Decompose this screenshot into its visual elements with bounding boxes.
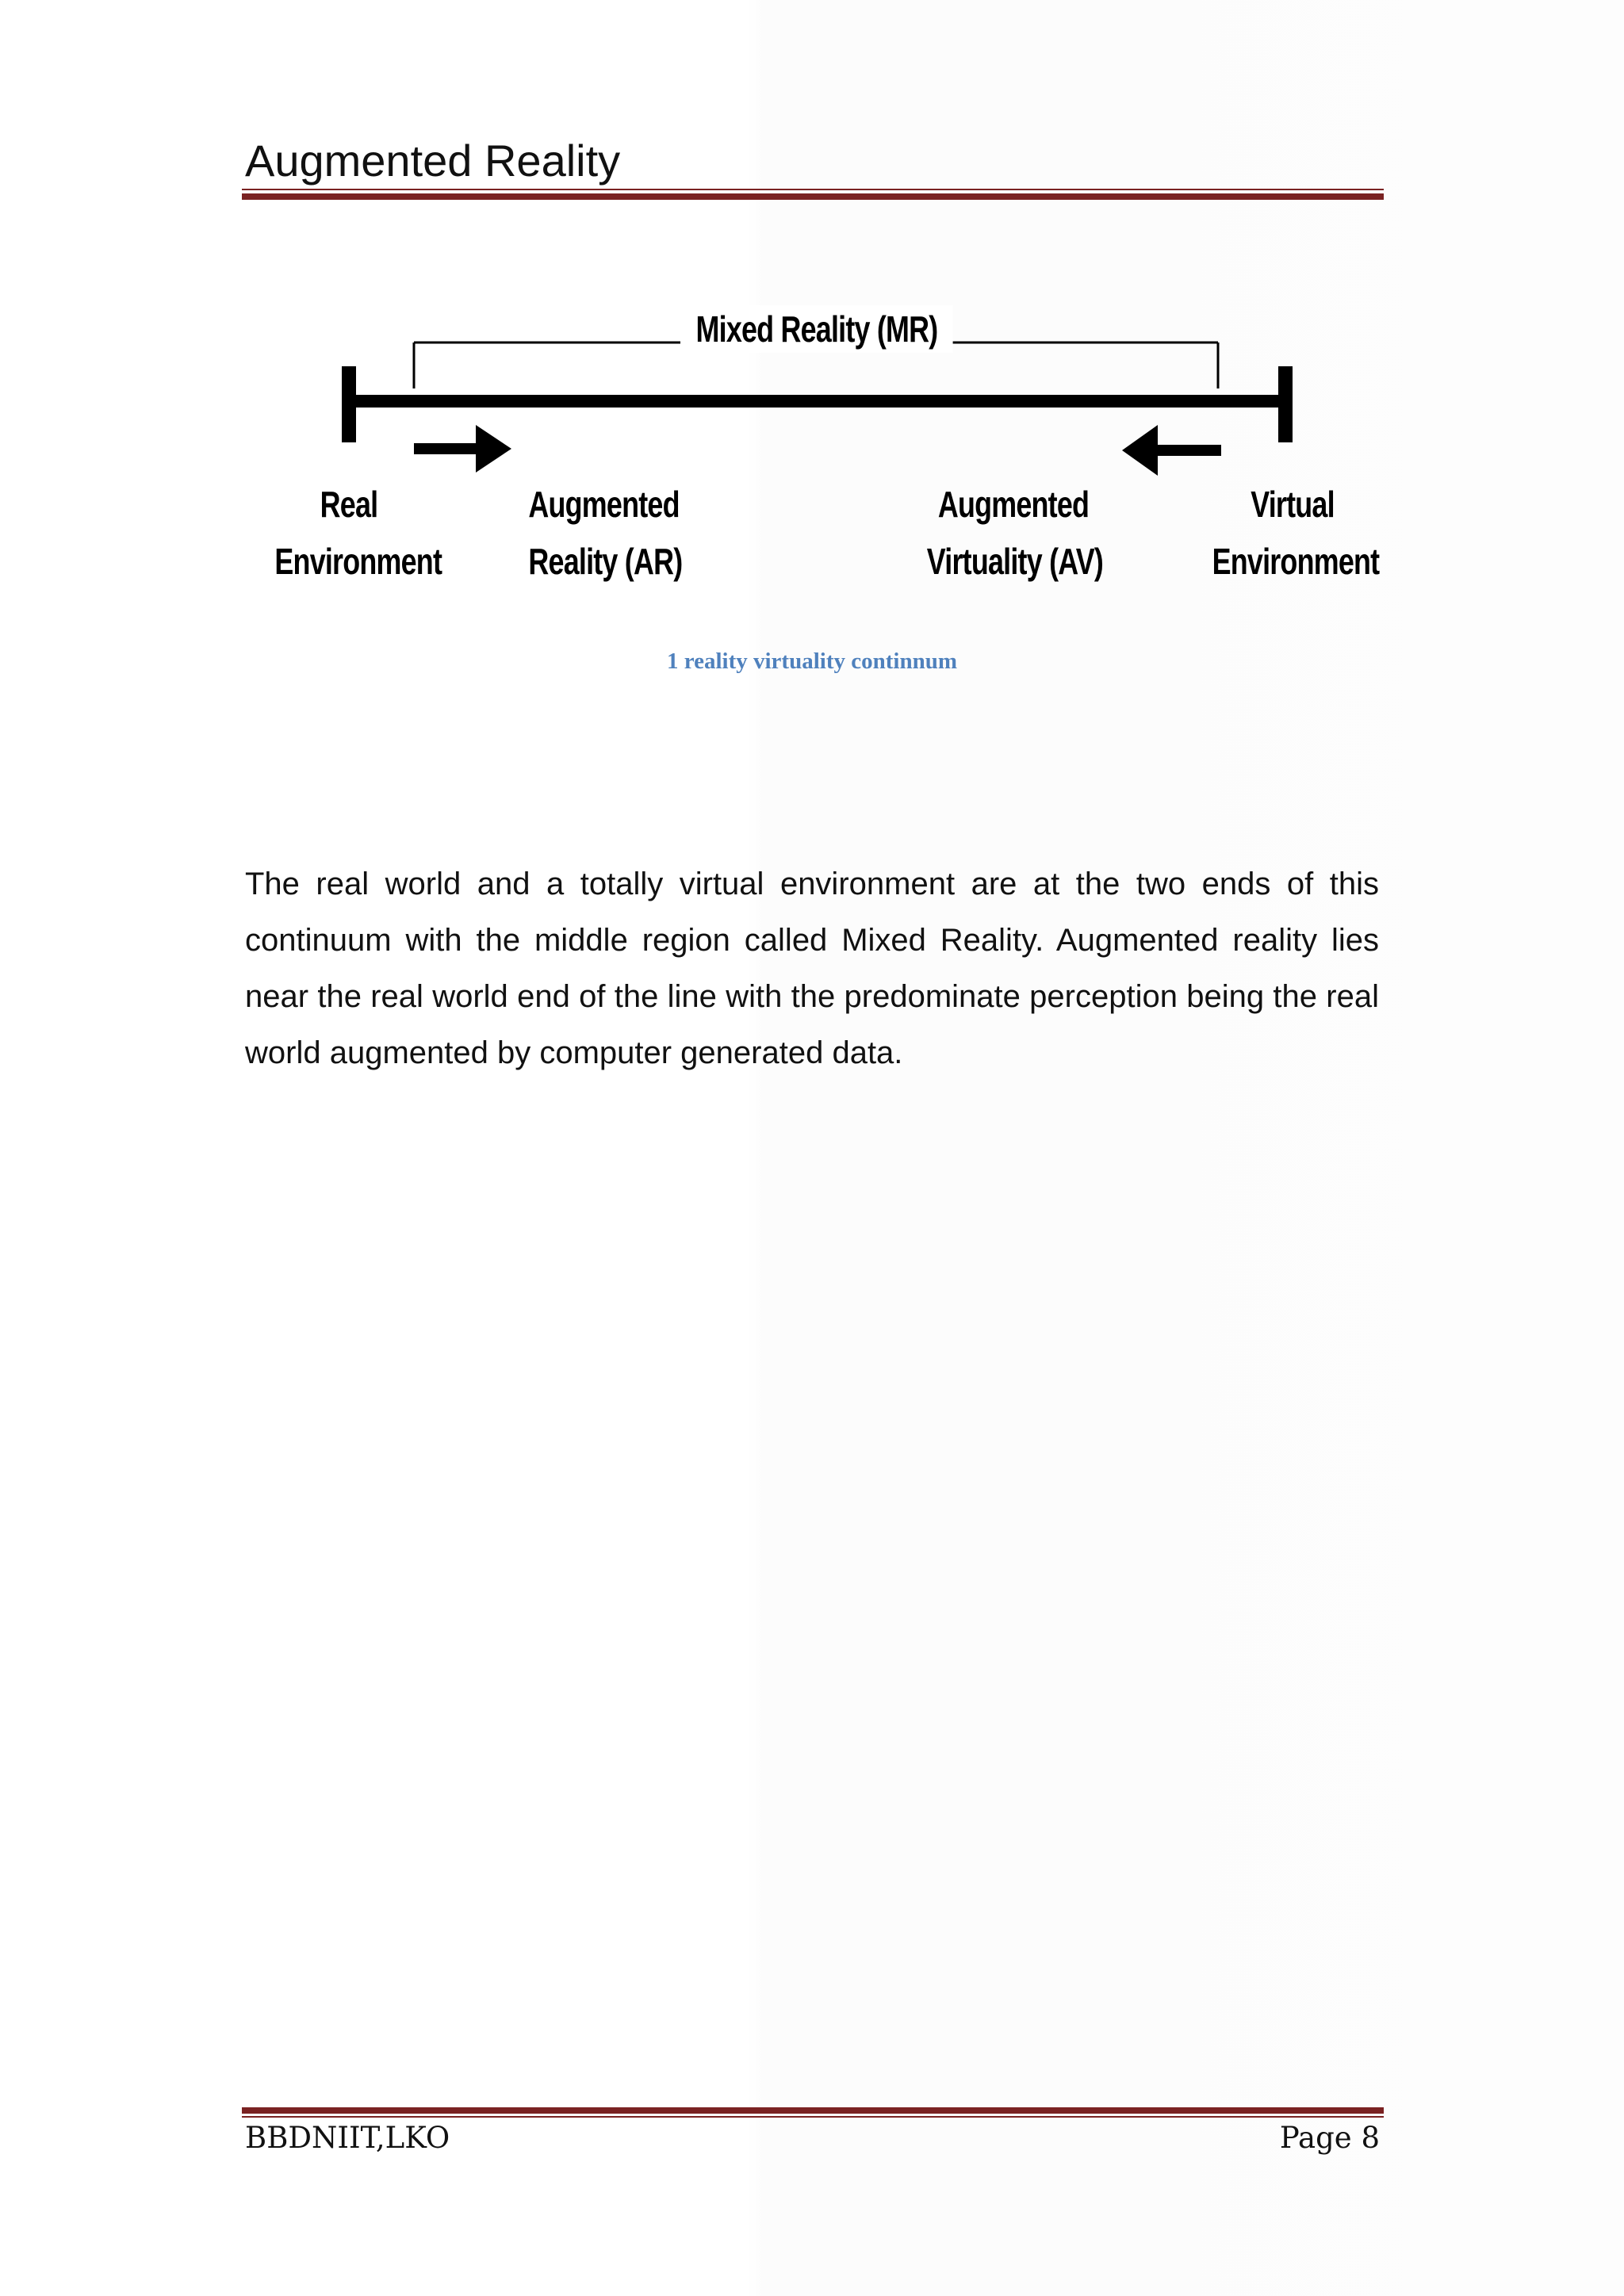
label-augmented-reality <box>528 476 683 590</box>
body-paragraph: The real world and a totally virtual environment are at the two ends of this continuum with the middle region called Mixed Reality. Augmented reality lies near the real world end of the line with the predominate perception being the real world augmented by computer generated data. <box>245 867 1379 1070</box>
axis-left-endcap <box>342 366 356 442</box>
reality-virtuality-continuum-diagram <box>238 285 1396 603</box>
footer-page-number: Page 8 <box>1279 2121 1380 2155</box>
figure-caption: 1 reality virtuality continnum <box>667 649 957 674</box>
label-virtual-environment <box>1212 476 1380 590</box>
arrow-left-head <box>1122 425 1158 476</box>
arrow-left-shaft <box>1150 445 1221 456</box>
page-header-title: Augmented Reality <box>245 136 621 186</box>
label-augmented-reality-line1: Augmented <box>528 484 680 525</box>
footer-rule-thick <box>242 2107 1384 2114</box>
arrow-right-shaft <box>414 443 485 454</box>
label-real-environment-line2: Environment <box>274 541 442 582</box>
footer-rule-thin <box>242 2116 1384 2118</box>
label-augmented-virtuality <box>926 476 1104 590</box>
axis-right-endcap <box>1278 366 1293 442</box>
continuum-axis <box>349 395 1285 408</box>
label-augmented-virtuality-line1: Augmented <box>937 484 1090 525</box>
header-rule-thin <box>242 189 1384 190</box>
label-virtual-environment-line1: Virtual <box>1251 484 1335 525</box>
arrow-right-head <box>476 425 511 473</box>
label-real-environment <box>274 476 442 590</box>
footer-institution: BBDNIIT,LKO <box>245 2121 450 2155</box>
label-augmented-virtuality-line2: Virtuality (AV) <box>926 541 1104 582</box>
label-augmented-reality-line2: Reality (AR) <box>528 541 683 582</box>
label-virtual-environment-line2: Environment <box>1212 541 1380 582</box>
label-real-environment-line1: Real <box>320 484 378 525</box>
header-rule-thick <box>242 193 1384 200</box>
mixed-reality-label: Mixed Reality (MR) <box>680 305 952 353</box>
